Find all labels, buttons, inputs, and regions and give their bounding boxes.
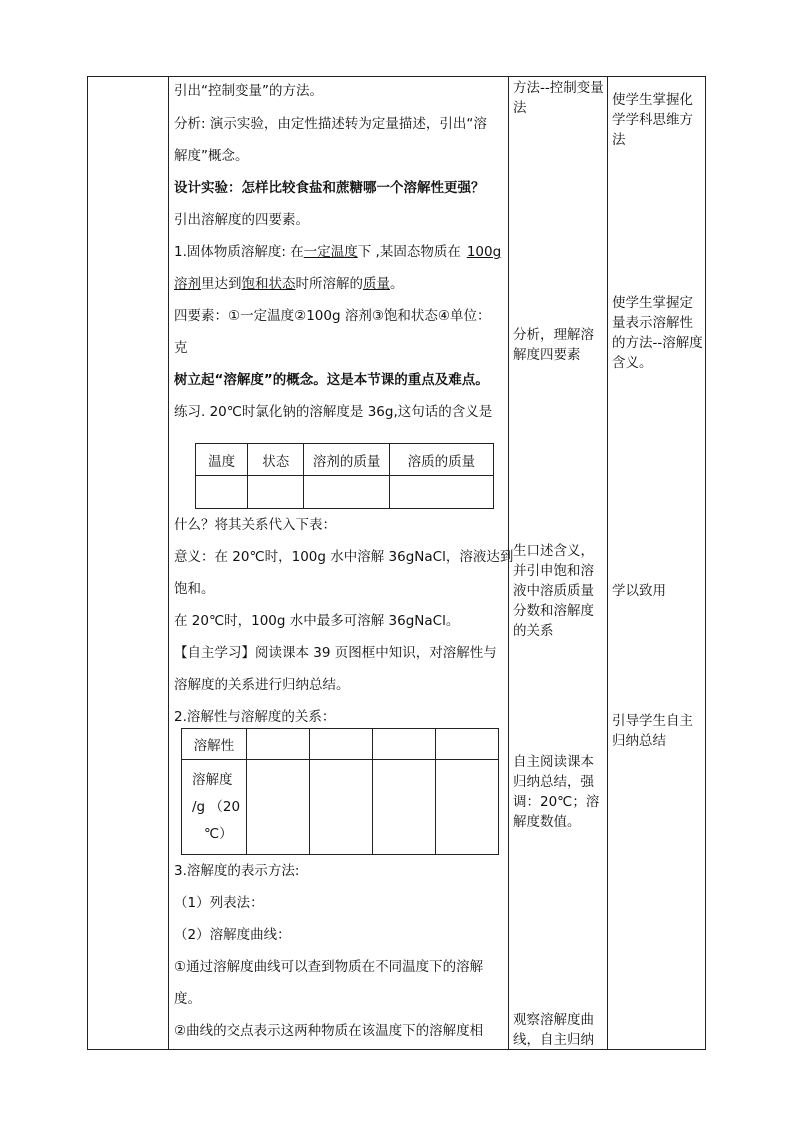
key-point-line: 树立起“溶解度”的概念。这是本节课的重点及难点。 (174, 372, 489, 388)
def-text: 里达到 (201, 276, 242, 292)
design-intent-block: 引导学生自主归纳总结 (612, 713, 693, 749)
solubility-relation-table (181, 728, 499, 855)
column-divider-3 (607, 76, 608, 1050)
student-activity-block: 自主阅读课本归纳总结，强调：20℃；溶解度数值。 (513, 754, 600, 830)
table-cell-empty (435, 729, 498, 760)
content-line: 3.溶解度的表示方法: (174, 863, 300, 879)
content-line: 引出“控制变量”的方法。 (174, 83, 323, 99)
table-header-cell: 溶剂的质量 (304, 444, 390, 476)
content-line: 意义：在 20℃时，100g 水中溶解 36gNaCl，溶液达到 (174, 549, 514, 565)
table-cell-empty (372, 729, 435, 760)
row-header-line: 溶解度 (192, 771, 233, 788)
def-text: 1.固体物质溶解度: 在 (174, 244, 304, 260)
def-underlined: 100g (466, 244, 502, 260)
table-cell-empty (246, 760, 309, 855)
table-header-cell: 状态 (248, 444, 304, 476)
content-line: 引出溶解度的四要素。 (174, 212, 309, 228)
def-underlined: 质量 (363, 276, 390, 292)
def-text: 下 ,某固态物质在 (357, 244, 461, 260)
row-header-line: ℃） (204, 825, 233, 842)
def-text: 。 (390, 276, 404, 292)
content-line: 分析: 演示实验，由定性描述转为定量描述，引出“溶 (174, 116, 487, 132)
student-activity-block: 分析，理解溶解度四要素 (513, 327, 594, 363)
table-cell-empty (309, 760, 372, 855)
content-line: 在 20℃时，100g 水中最多可溶解 36gNaCl。 (174, 613, 460, 629)
student-activity-block: 生口述含义，并引申饱和溶液中溶质质量分数和溶解度的关系 (513, 543, 594, 639)
def-underlined: 饱和状态 (241, 276, 296, 292)
table-cell-empty (435, 760, 498, 855)
table-cell-empty (304, 476, 390, 509)
table-cell-empty (196, 476, 248, 509)
solubility-definition-line-2 (174, 275, 404, 293)
row-header-line: /g （20 (192, 798, 241, 815)
content-line: 度。 (174, 991, 201, 1007)
content-line: （1）列表法： (174, 895, 264, 911)
def-underlined: 溶剂 (174, 276, 201, 292)
content-line: （2）溶解度曲线： (174, 927, 291, 943)
content-line: 克 (174, 340, 188, 356)
content-line: 四要素：①一定温度②100g 溶剂③饱和状态④单位： (174, 308, 491, 324)
content-line: 什么？将其关系代入下表： (174, 517, 336, 533)
solubility-definition-line (174, 243, 501, 261)
content-line: 溶解度的关系进行归纳总结。 (174, 677, 350, 693)
design-intent-block: 使学生掌握定量表示溶解性的方法--溶解度含义。 (612, 295, 703, 371)
table-cell-empty (389, 476, 493, 509)
self-study-line: 【自主学习】阅读课本 39 页图框中知识，对溶解性与 (174, 645, 497, 661)
content-line: ①通过溶解度曲线可以查到物质在不同温度下的溶解 (174, 959, 484, 975)
def-text: 时所溶解的 (295, 276, 363, 292)
table-cell-empty (309, 729, 372, 760)
student-activity-block: 观察溶解度曲线，自主归纳 (513, 1012, 594, 1048)
table-cell-empty (372, 760, 435, 855)
column-divider-1 (168, 76, 169, 1050)
table-cell-empty (246, 729, 309, 760)
content-line: 饱和。 (174, 581, 215, 597)
exercise-table (195, 443, 494, 509)
content-line: ②曲线的交点表示这两种物质在该温度下的溶解度相 (174, 1023, 484, 1039)
design-intent-block: 学以致用 (612, 583, 666, 599)
table-row-header: 溶解性 (182, 729, 247, 760)
content-line: 2.溶解性与溶解度的关系： (174, 709, 336, 725)
table-row-header (182, 760, 247, 855)
table-header-cell: 溶质的质量 (389, 444, 493, 476)
design-intent-block: 使学生掌握化学学科思维方法 (612, 92, 693, 148)
exercise-line: 练习. 20℃时氯化钠的溶解度是 36g,这句话的含义是 (174, 404, 493, 420)
content-line: 解度”概念。 (174, 148, 249, 164)
table-cell-empty (248, 476, 304, 509)
table-header-cell: 温度 (196, 444, 248, 476)
student-activity-block: 方法--控制变量法 (513, 80, 604, 116)
design-experiment-line: 设计实验：怎样比较食盐和蔗糖哪一个溶解性更强？ (174, 180, 485, 196)
def-underlined: 一定温度 (303, 244, 358, 260)
